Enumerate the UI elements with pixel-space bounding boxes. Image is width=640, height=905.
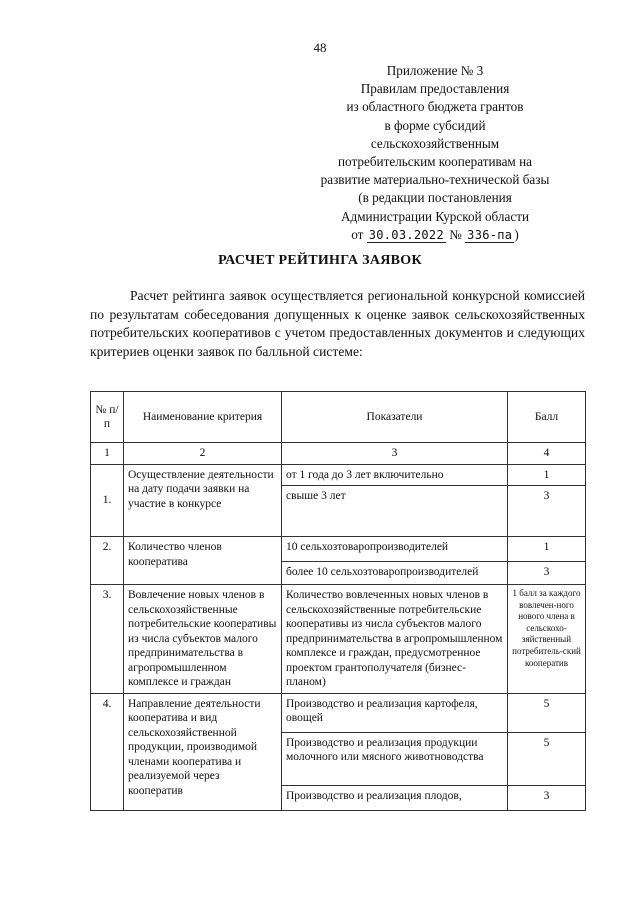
row-indicator: Производство и реализация плодов, [282, 785, 508, 810]
row-criterion: Количество членов кооператива [124, 537, 282, 585]
row-num: 2. [91, 537, 124, 585]
row-score: 3 [508, 562, 586, 585]
table-header-row [91, 392, 586, 443]
date-prefix: от [351, 226, 364, 242]
appendix-line: Администрации Курской области [340, 208, 530, 224]
row-score: 5 [508, 693, 586, 732]
table-row [91, 464, 586, 486]
appendix-line: потребительским кооперативам на [337, 154, 532, 170]
row-num: 3. [91, 585, 124, 694]
row-criterion: Осуществление деятельности на дату подачи заявки на участие в конкурсе [124, 464, 282, 537]
row-indicator: от 1 года до 3 лет включительно [282, 464, 508, 486]
row-score: 1 [508, 537, 586, 562]
row-indicator: свыше 3 лет [282, 486, 508, 537]
header-num: № п/п [91, 392, 124, 443]
number-label: № [449, 226, 462, 242]
appendix-line: из областного бюджета грантов [346, 99, 524, 115]
row-score: 3 [508, 486, 586, 537]
row-indicator: Производство и реализация картофеля, овощей [282, 693, 508, 732]
criteria-table [90, 391, 586, 811]
row-indicator: 10 сельхозтоваропроизводителей [282, 537, 508, 562]
appendix-block [300, 62, 570, 244]
document-title: РАСЧЕТ РЕЙТИНГА ЗАЯВОК [218, 253, 422, 268]
index-cell: 2 [124, 443, 282, 465]
row-indicator: Производство и реализация продукции молочного или мясного животноводства [282, 732, 508, 785]
header-score: Балл [508, 392, 586, 443]
row-num: 1. [91, 464, 124, 537]
header-criterion: Наименование критерия [124, 392, 282, 443]
row-criterion: Направление деятельности кооператива и вид сельскохозяйственной продукции, производимой членами кооператива и реализуемой через кооператив [124, 693, 282, 810]
row-criterion: Вовлечение новых членов в сельскохозяйственные потребительские кооперативы из числа субъектов малого предпринимательства в агропромышленном комплексе и граждан [124, 585, 282, 694]
appendix-line: в форме субсидий [384, 117, 486, 133]
appendix-line: развитие материально-технической базы [320, 172, 550, 188]
table-row [91, 585, 586, 694]
table-row [91, 537, 586, 562]
decree-date: 30.03.2022 [368, 227, 444, 242]
row-score: 5 [508, 732, 586, 785]
closing-paren: ) [514, 226, 519, 242]
index-cell: 4 [508, 443, 586, 465]
appendix-line: (в редакции постановления [358, 190, 512, 206]
index-cell: 3 [282, 443, 508, 465]
table-index-row [91, 443, 586, 465]
appendix-date-line [300, 226, 570, 244]
index-cell: 1 [91, 443, 124, 465]
row-score: 3 [508, 785, 586, 810]
appendix-line: Правилам предоставления [360, 81, 510, 97]
header-indicator: Показатели [282, 392, 508, 443]
decree-number: 336-па [467, 227, 513, 242]
row-indicator: более 10 сельхозтоваропроизводителей [282, 562, 508, 585]
row-score: 1 [508, 464, 586, 486]
row-num: 4. [91, 693, 124, 810]
row-score: 1 балл за каждого вовлечен-ного нового члена в сельскохо-зяйственный потребитель-ский кооператив [508, 585, 586, 694]
appendix-line: Приложение № 3 [386, 63, 484, 78]
table-row [91, 693, 586, 732]
page-number: 48 [313, 40, 327, 55]
intro-paragraph: Расчет рейтинга заявок осуществляется региональной конкурсной комиссией по результатам собеседования допущенных к оценке заявок сельскохозяйственных потребительских кооперативов с учетом предоставленных документов и следующих критериев оценки заявок по балльной системе: [90, 288, 585, 359]
row-indicator: Количество вовлеченных новых членов в сельскохозяйственные потребительские кооперативы из числа субъектов малого предпринимательства в агропромышленном комплексе и граждан, предусмотренное проектом грантополучателя (бизнес-планом) [282, 585, 508, 694]
appendix-line: сельскохозяйственным [370, 135, 500, 151]
